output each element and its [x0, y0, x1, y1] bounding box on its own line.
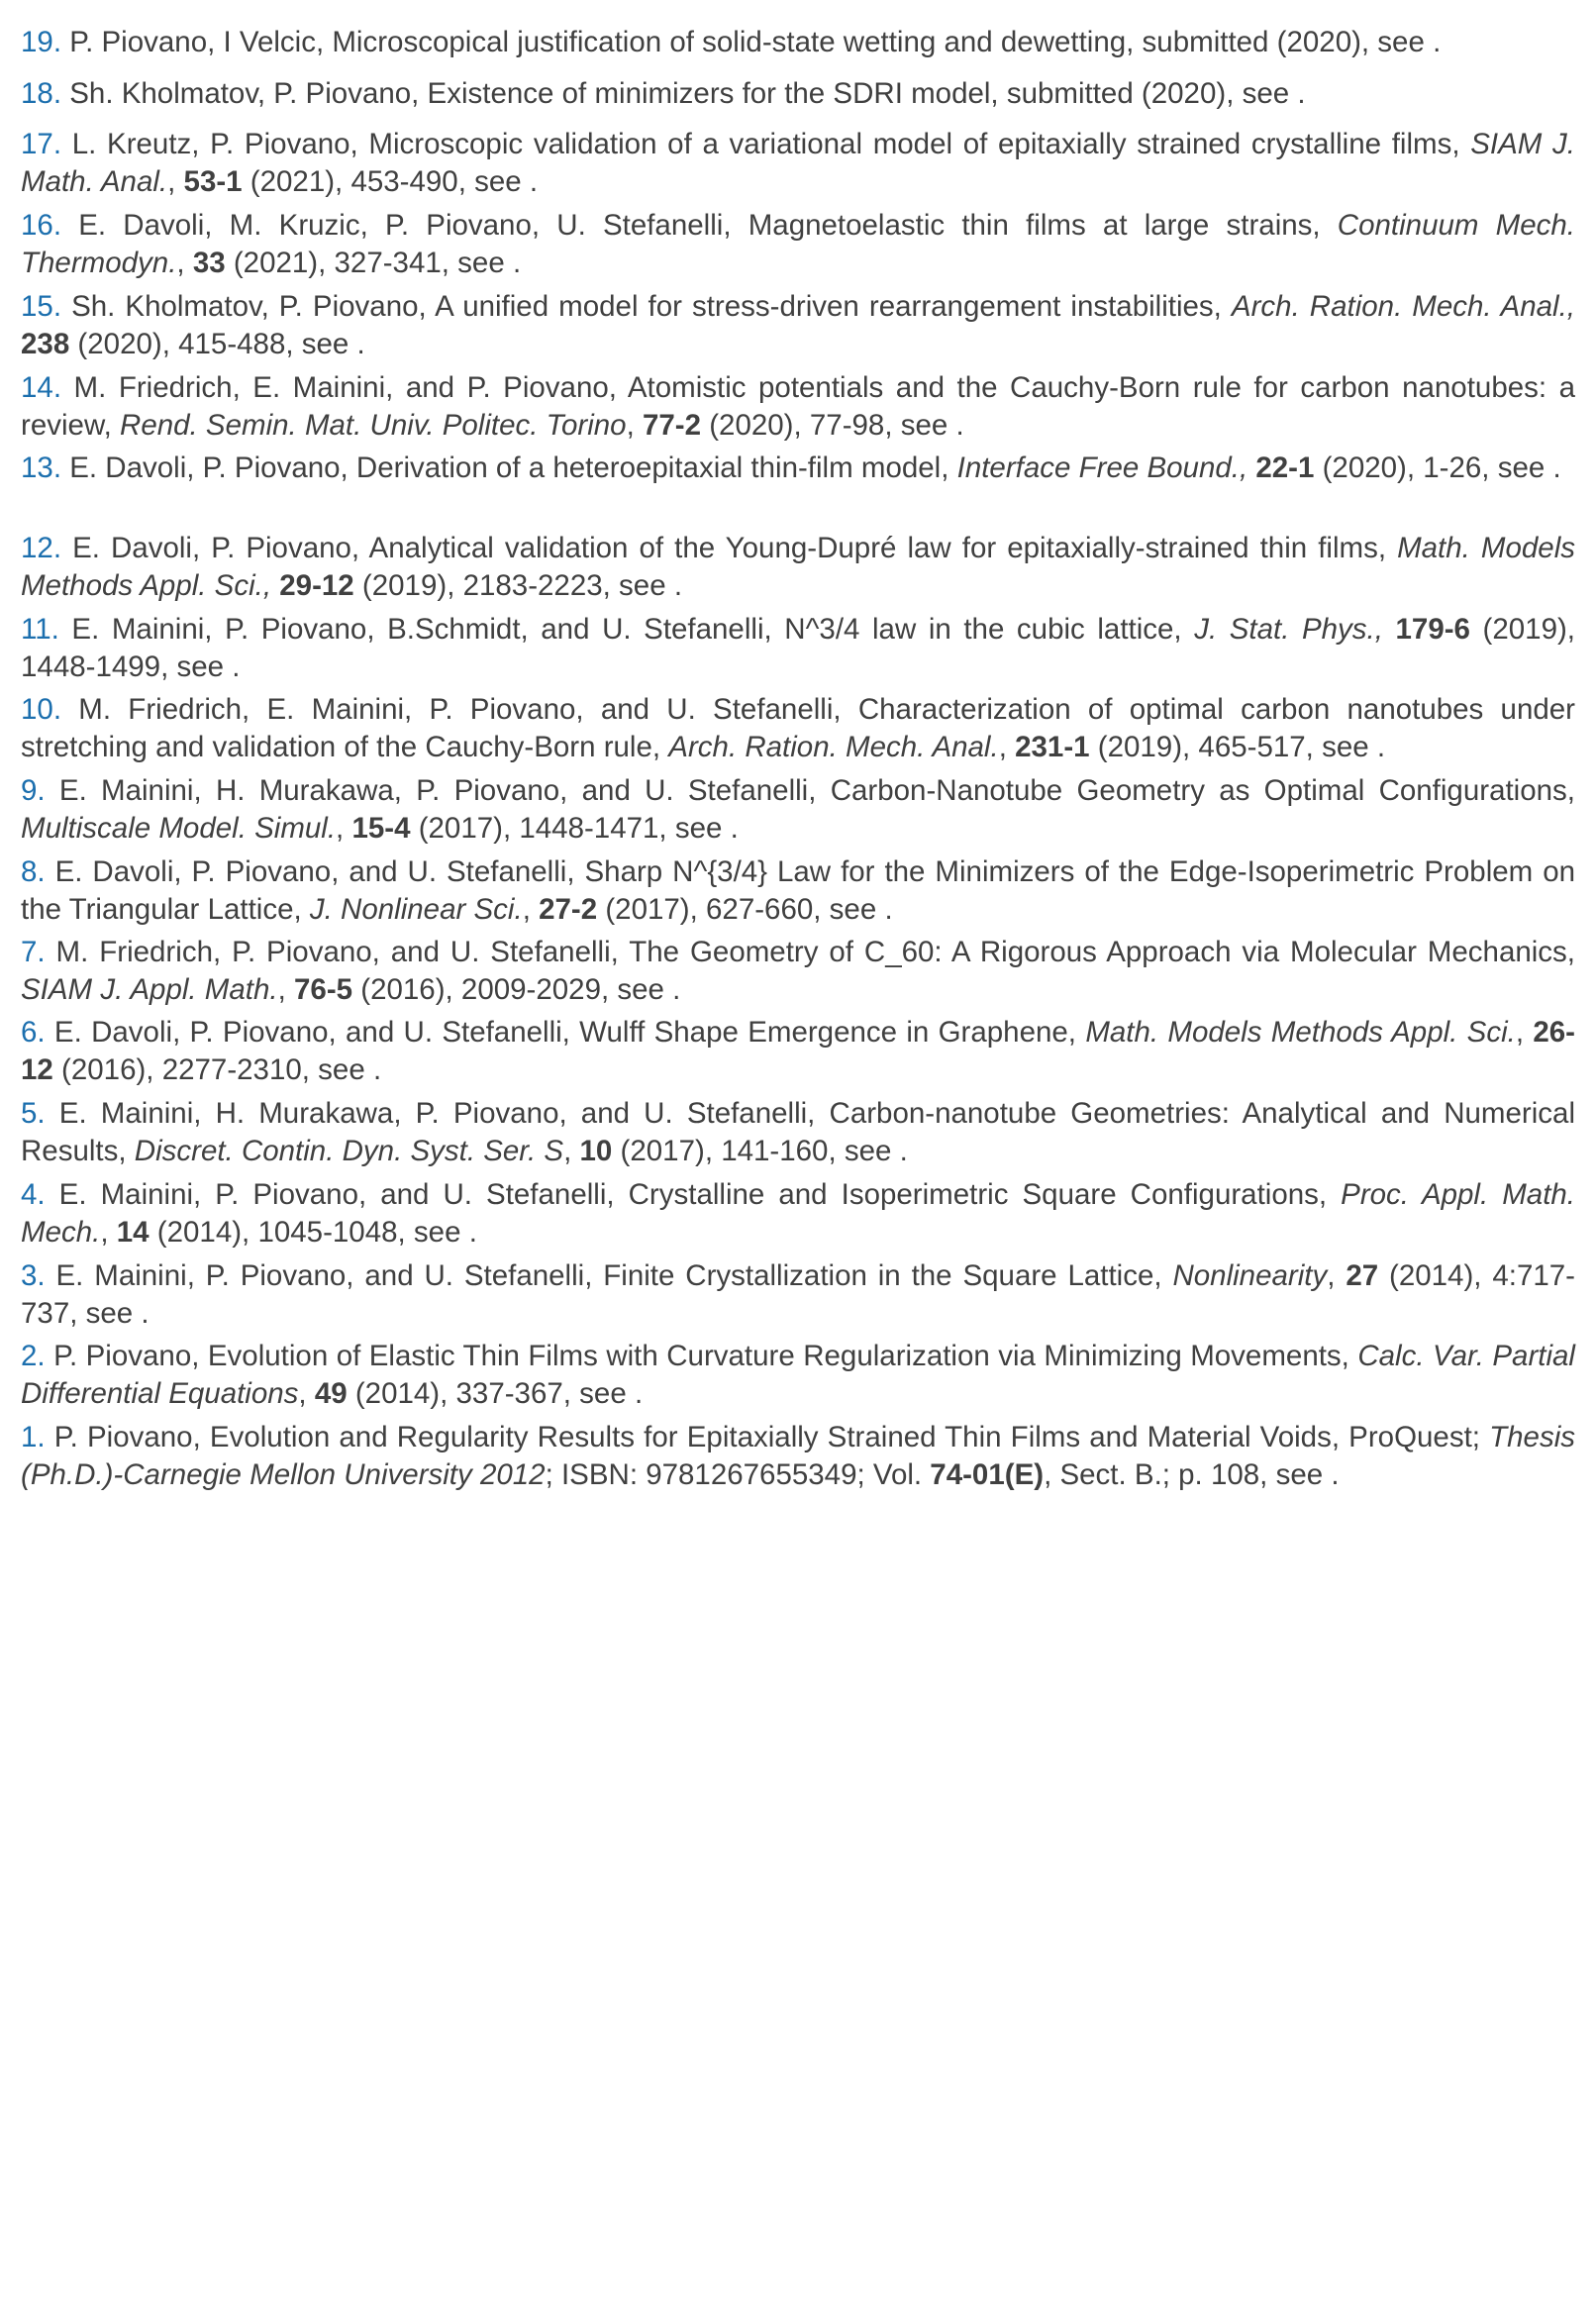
publication-number: 1 .: [21, 1421, 46, 1453]
volume-number: 77-2: [642, 409, 702, 442]
volume-number: 76-5: [294, 973, 353, 1006]
publication-number: 6 .: [21, 1016, 46, 1049]
volume-number: 179-6: [1395, 613, 1470, 646]
volume-number: 14: [116, 1216, 150, 1249]
publication-item: [21, 75, 1575, 113]
citation-text: Sh. Kholmatov, P. Piovano, Existence of minimizers for the SDRI model, submitted (2020), see: [69, 77, 1290, 110]
publication-number: 8 .: [21, 855, 46, 888]
publication-link[interactable]: [505, 247, 513, 279]
publication-link[interactable]: [522, 165, 530, 198]
citation-text: M. Friedrich, E. Mainini, and P. Piovano, Atomistic potentials and the Cauchy-Born rule for carbon nanotubes: a review,: [21, 371, 1575, 442]
end-mark: .: [141, 1297, 150, 1330]
publication-number: 12 .: [21, 532, 61, 564]
citation-text: ,: [100, 1216, 117, 1249]
journal-name: Proc. Appl. Math. Mech.: [21, 1178, 1575, 1249]
citation-text: (2020), 1-26, see: [1314, 451, 1546, 484]
journal-name: Arch. Ration. Mech. Anal.,: [1231, 290, 1575, 323]
journal-name: J. Nonlinear Sci.: [309, 893, 523, 926]
journal-name: Nonlinearity: [1172, 1259, 1328, 1292]
publication-number: 3 .: [21, 1259, 46, 1292]
publication-link[interactable]: [891, 1135, 899, 1167]
end-mark: .: [468, 1216, 477, 1249]
end-mark: .: [372, 1053, 382, 1086]
citation-text: (2017), 141-160, see: [612, 1135, 892, 1167]
citation-text: (2014), 4:717-737, see: [21, 1259, 1575, 1330]
citation-text: (2021), 327-341, see: [225, 247, 505, 279]
citation-text: P. Piovano, Evolution and Regularity Results for Epitaxially Strained Thin Films and Material Voids, ProQuest;: [53, 1421, 1490, 1453]
citation-text: E. Davoli, P. Piovano, and U. Stefanelli, Wulff Shape Emergence in Graphene,: [53, 1016, 1086, 1049]
citation-text: [1383, 613, 1396, 646]
citation-text: E. Mainini, P. Piovano, and U. Stefanelli, Crystalline and Isoperimetric Square Configurations,: [58, 1178, 1342, 1211]
publication-number: 16 .: [21, 209, 61, 242]
end-mark: .: [356, 328, 365, 360]
publication-item: [21, 1257, 1575, 1333]
citation-text: P. Piovano, I Velcic, Microscopical justification of solid-state wetting and dewetting, submitted (2020), see: [69, 26, 1425, 58]
end-mark: .: [673, 569, 683, 602]
end-mark: .: [730, 812, 739, 845]
publication-number: 10 .: [21, 693, 61, 726]
end-mark: .: [512, 247, 522, 279]
citation-text: (2017), 627-660, see: [597, 893, 877, 926]
journal-name: Multiscale Model. Simul.: [21, 812, 337, 845]
citation-text: ,: [998, 731, 1016, 763]
citation-text: E. Davoli, P. Piovano, Derivation of a heteroepitaxial thin-film model,: [69, 451, 957, 484]
citation-text: (2020), 415-488, see: [69, 328, 349, 360]
publication-link[interactable]: [627, 1377, 635, 1410]
journal-name: J. Stat. Phys.,: [1194, 613, 1383, 646]
citation-text: ,: [626, 409, 643, 442]
publication-number: 19 .: [21, 26, 61, 58]
publication-item: [21, 853, 1575, 929]
end-mark: .: [232, 651, 241, 683]
end-mark: .: [1297, 77, 1306, 110]
publication-item: [21, 611, 1575, 686]
publication-link[interactable]: [460, 1216, 468, 1249]
journal-name: Rend. Semin. Mat. Univ. Politec. Torino: [120, 409, 627, 442]
publication-number: 5 .: [21, 1097, 46, 1130]
end-mark: .: [1376, 731, 1386, 763]
publication-item: [21, 1176, 1575, 1252]
end-mark: .: [884, 893, 893, 926]
volume-number: 27-2: [539, 893, 598, 926]
publication-item: [21, 450, 1575, 487]
publication-item: [21, 1014, 1575, 1089]
citation-text: (2017), 1448-1471, see: [410, 812, 723, 845]
end-mark: .: [529, 165, 539, 198]
citation-text: , Sect. B.; p. 108, see: [1044, 1458, 1324, 1491]
end-mark: .: [672, 973, 681, 1006]
volume-number: 74-01(E): [930, 1458, 1045, 1491]
citation-text: ,: [176, 247, 193, 279]
journal-name: Interface Free Bound.,: [956, 451, 1248, 484]
publication-number: 14 .: [21, 371, 61, 404]
volume-number: 49: [314, 1377, 348, 1410]
citation-text: ,: [277, 973, 294, 1006]
publication-link[interactable]: [1425, 26, 1433, 58]
end-mark: .: [634, 1377, 644, 1410]
publication-number: 4 .: [21, 1178, 46, 1211]
journal-name: Math. Models Methods Appl. Sci.: [1085, 1016, 1516, 1049]
volume-number: 26-12: [21, 1016, 1575, 1086]
citation-text: Sh. Kholmatov, P. Piovano, A unified model for stress-driven rearrangement instabilities,: [71, 290, 1232, 323]
volume-number: 53-1: [183, 165, 243, 198]
publication-link[interactable]: [1369, 731, 1377, 763]
publication-item: [21, 126, 1575, 201]
publication-link[interactable]: [666, 569, 674, 602]
journal-name: Arch. Ration. Mech. Anal.: [668, 731, 999, 763]
citation-text: P. Piovano, Evolution of Elastic Thin Films with Curvature Regularization via Minimizing Movements,: [53, 1340, 1358, 1372]
publication-number: 15 .: [21, 290, 61, 323]
publication-item: [21, 369, 1575, 445]
citation-text: ,: [167, 165, 184, 198]
citation-text: M. Friedrich, P. Piovano, and U. Stefanelli, The Geometry of C_60: A Rigorous Approach via Molecular Mechanics,: [55, 936, 1576, 968]
citation-text: E. Mainini, P. Piovano, B.Schmidt, and U. Stefanelli, N^3/4 law in the cubic lattice,: [71, 613, 1195, 646]
publication-number: 17 .: [21, 128, 61, 160]
end-mark: .: [1552, 451, 1561, 484]
citation-text: (2016), 2009-2029, see: [352, 973, 664, 1006]
journal-name: Math. Models Methods Appl. Sci.,: [21, 532, 1575, 602]
citation-text: (2019), 1448-1499, see: [21, 613, 1576, 683]
publication-number: 13 .: [21, 451, 61, 484]
journal-name: Discret. Contin. Dyn. Syst. Ser. S: [134, 1135, 564, 1167]
citation-text: E. Mainini, H. Murakawa, P. Piovano, and U. Stefanelli, Carbon-nanotube Geometries: Analytical and Numerical Results,: [21, 1097, 1575, 1167]
publication-item: [21, 772, 1575, 848]
publication-number: 9 .: [21, 774, 46, 807]
end-mark: .: [899, 1135, 908, 1167]
citation-text: (2016), 2277-2310, see: [52, 1053, 365, 1086]
volume-number: 15-4: [351, 812, 411, 845]
volume-number: 29-12: [279, 569, 354, 602]
publication-link[interactable]: [948, 409, 955, 442]
publication-item: [21, 691, 1575, 766]
citation-text: ,: [1515, 1016, 1534, 1049]
end-mark: .: [1331, 1458, 1340, 1491]
end-mark: .: [1433, 26, 1442, 58]
citation-text: ; ISBN: 9781267655349; Vol.: [545, 1458, 931, 1491]
volume-number: 22-1: [1255, 451, 1315, 484]
journal-name: Thesis (Ph.D.)-Carnegie Mellon University 2012: [21, 1421, 1575, 1491]
publication-link[interactable]: [664, 973, 672, 1006]
publication-link[interactable]: [365, 1053, 373, 1086]
publication-item: [21, 530, 1575, 605]
citation-text: E. Davoli, P. Piovano, Analytical validation of the Young-Dupré law for epitaxially-strained thin films,: [72, 532, 1398, 564]
citation-text: E. Mainini, P. Piovano, and U. Stefanelli, Finite Crystallization in the Square Lattice,: [55, 1259, 1173, 1292]
citation-text: (2014), 1045-1048, see: [149, 1216, 461, 1249]
citation-text: (2019), 465-517, see: [1089, 731, 1369, 763]
citation-text: E. Davoli, P. Piovano, and U. Stefanelli, Sharp N^{3/4} Law for the Minimizers of the Edge-Isoperimetric Problem on the Triangular Lattice,: [21, 855, 1576, 926]
volume-number: 238: [21, 328, 70, 360]
publication-link[interactable]: [224, 651, 232, 683]
citation-text: (2014), 337-367, see: [347, 1377, 627, 1410]
citation-text: ,: [1327, 1259, 1347, 1292]
publication-link[interactable]: [349, 328, 356, 360]
citation-text: ,: [298, 1377, 315, 1410]
publication-number: 7 .: [21, 936, 46, 968]
publication-link[interactable]: [722, 812, 730, 845]
journal-name: SIAM J. Math. Anal.: [21, 128, 1576, 198]
publication-item: [21, 1338, 1575, 1413]
publication-item: [21, 207, 1575, 282]
citation-text: (2020), 77-98, see: [701, 409, 948, 442]
citation-text: ,: [563, 1135, 580, 1167]
citation-text: ,: [522, 893, 540, 926]
journal-name: Calc. Var. Partial Differential Equations: [21, 1340, 1575, 1410]
citation-text: ,: [336, 812, 352, 845]
citation-text: E. Mainini, H. Murakawa, P. Piovano, and U. Stefanelli, Carbon-Nanotube Geometry as Optimal Configurations,: [58, 774, 1575, 807]
journal-name: SIAM J. Appl. Math.: [21, 973, 278, 1006]
publication-number: 11 .: [21, 613, 59, 646]
citation-text: E. Davoli, M. Kruzic, P. Piovano, U. Stefanelli, Magnetoelastic thin films at large strains,: [78, 209, 1338, 242]
publication-number: 2 .: [21, 1340, 46, 1372]
journal-name: Continuum Mech. Thermodyn.: [21, 209, 1575, 279]
volume-number: 33: [192, 247, 226, 279]
citation-text: L. Kreutz, P. Piovano, Microscopic validation of a variational model of epitaxially strained crystalline films,: [71, 128, 1471, 160]
publication-item: [21, 288, 1575, 363]
publication-number: 18 .: [21, 77, 61, 110]
publication-item: [21, 24, 1575, 61]
volume-number: 231-1: [1015, 731, 1090, 763]
end-mark: .: [955, 409, 964, 442]
volume-number: 27: [1346, 1259, 1379, 1292]
publication-item: [21, 934, 1575, 1009]
citation-text: (2021), 453-490, see: [242, 165, 522, 198]
citation-text: M. Friedrich, E. Mainini, P. Piovano, and U. Stefanelli, Characterization of optimal carbon nanotubes under stretching and validation of the Cauchy-Born rule,: [21, 693, 1575, 763]
publication-item: [21, 1419, 1575, 1494]
publication-item: [21, 1095, 1575, 1170]
citation-text: (2019), 2183-2223, see: [353, 569, 666, 602]
volume-number: 10: [579, 1135, 613, 1167]
